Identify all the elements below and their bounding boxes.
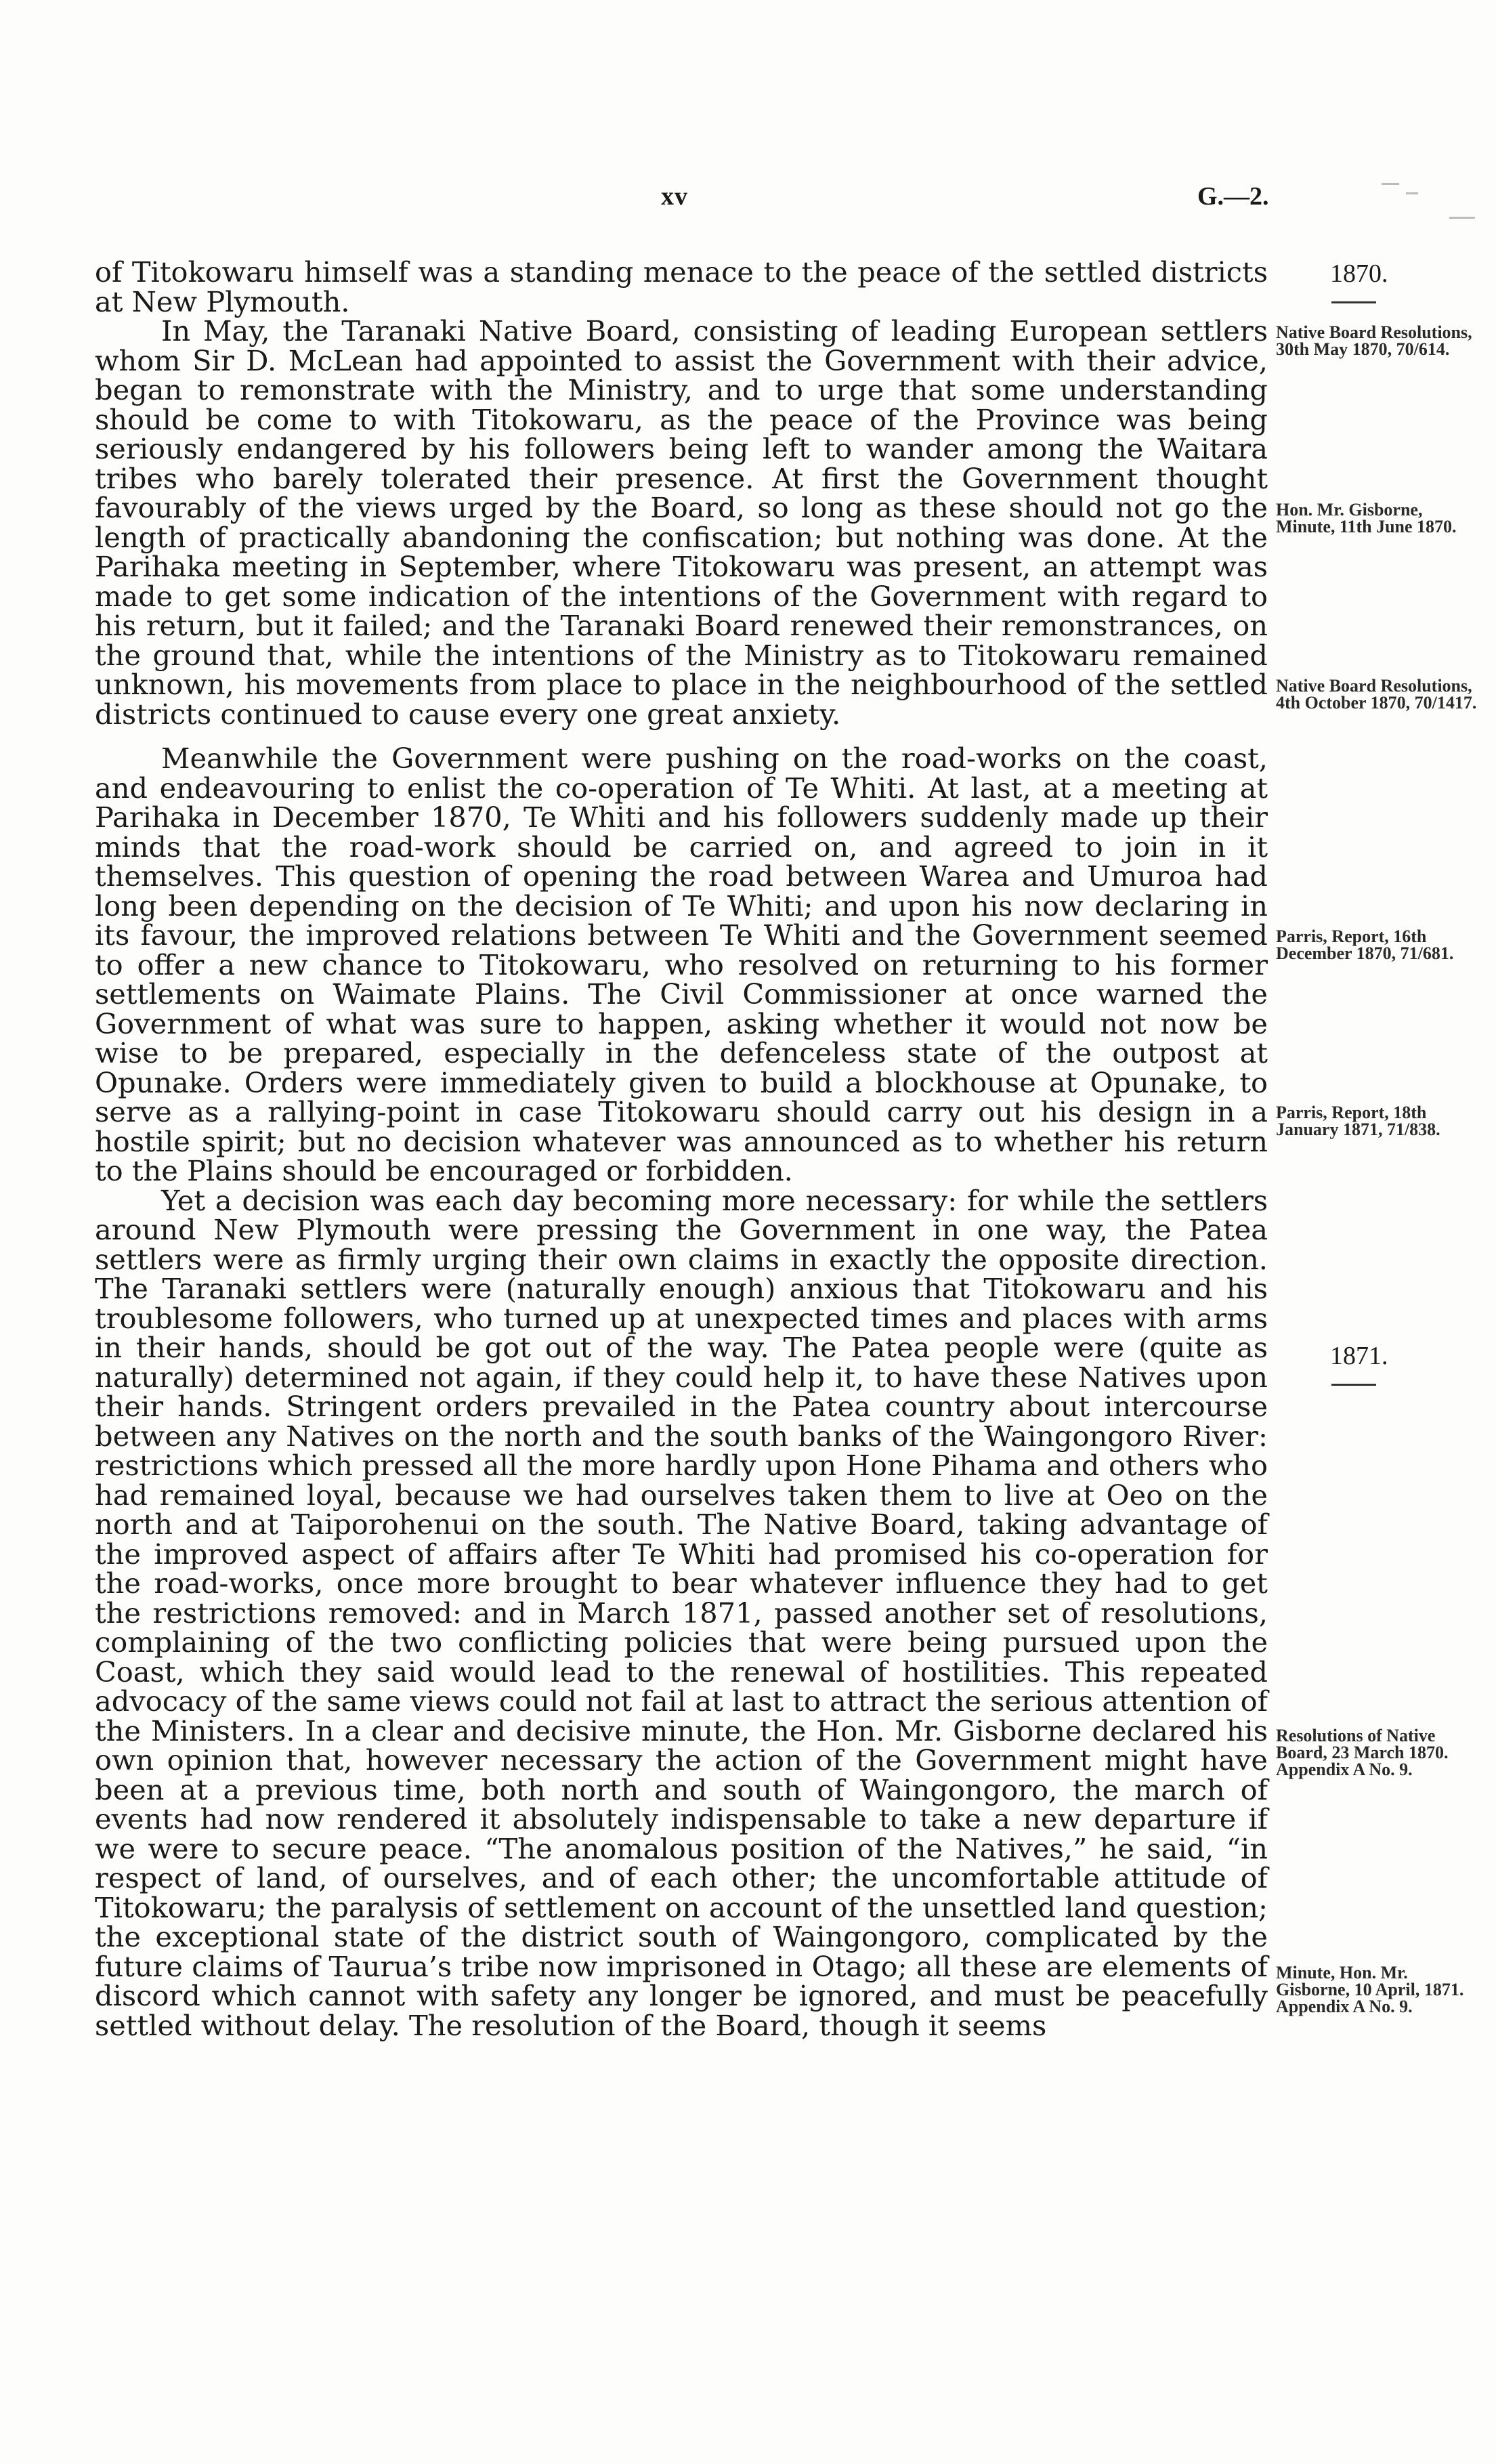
margin-note-native-board-october: Native Board Resolutions, 4th October 1870, 70/1417.: [1276, 676, 1477, 713]
margin-note-native-board-march: Resolutions of Native Board, 23 March 1870. Appendix A No. 9.: [1276, 1726, 1449, 1779]
margin-year-rule: [1331, 1384, 1376, 1386]
margin-note-native-board-may: Native Board Resolutions, 30th May 1870, 70/614.: [1276, 322, 1472, 359]
page-number: xv: [661, 182, 688, 211]
paragraph-decision: Yet a decision was each day becoming more necessary: for while the settlers around New Plymouth were pressing the Government in one way, the Patea settlers were as firmly urging their own claims in exactly the opposite direction. The Taranaki settlers were (naturally enough) anxious that Titokowaru and his troublesome followers, who turned up at unexpected times and places with arms in their hands, should be got out of the way. The Patea people were (quite as naturally) determined not again, if they could help it, to have these Natives upon their hands. Stringent orders prevailed in the Patea country about intercourse between any Natives on the north and the south banks of the Waingongoro River: restrictions which pressed all the more hardly upon Hone Pihama and others who had remained loyal, because we had ourselves taken them to live at Oeo on the north and at Taiporohenui on the south. The Native Board, taking advantage of the improved aspect of affairs after Te Whiti had promised his co-operation for the road-works, once more brought to bear whatever influence they had to get the restrictions removed: and in March 1871, passed another set of resolutions, complaining of the two conflicting policies that were being pursued upon the Coast, which they said would lead to the renewal of hostilities. This repeated advocacy of the same views could not fail at last to attract the serious attention of the Ministers. In a clear and decisive minute, the Hon. Mr. Gisborne declared his own opinion that, however necessary the action of the Government might have been at a previous time, both north and south of Waingongoro, the march of events had now rendered it absolutely indispensable to take a new departure if we were to secure peace. “The anomalous position of the Natives,” he said, “in respect of land, of ourselves, and of each other; the uncomfortable attitude of Titokowaru; the paralysis of settlement on account of the unsettled land question; the exceptional state of the district south of Waingongoro, complicated by the future claims of Taurua’s tribe now imprisoned in Otago; all these are elements of discord which cannot with safety any longer be ignored, and must be peacefully settled without delay. The resolution of the Board, though it seems: [95, 1183, 1268, 2042]
paragraph-continuation: of Titokowaru himself was a standing menace to the peace of the settled districts at New Plymouth.: [95, 255, 1268, 318]
page-header: [0, 182, 1496, 222]
margin-year-rule: [1331, 301, 1376, 303]
margin-note-parris-december: Parris, Report, 16th December 1870, 71/681.: [1276, 927, 1454, 963]
margin-year-1871: 1871.: [1330, 1342, 1388, 1370]
margin-year-1870: 1870.: [1330, 259, 1388, 288]
paragraph-native-board: In May, the Taranaki Native Board, consisting of leading European settlers whom Sir D. McLean had appointed to assist the Government with their advice, began to remonstrate with the Ministry, and to urge that some understanding should be come to with Titokowaru, as the peace of the Province was being seriously endangered by his followers being left to wander among the Waitara tribes who barely tolerated their presence. At first the Government thought favourably of the views urged by the Board, so long as these should not go the length of practically abandoning the confiscation; but nothing was done. At the Parihaka meeting in September, where Titokowaru was present, an attempt was made to get some indication of the intentions of the Government with regard to his return, but it failed; and the Taranaki Board renewed their remonstrances, on the ground that, while the intentions of the Ministry as to Titokowaru remained unknown, his movements from place to place in the neighbourhood of the settled districts continued to cause every one great anxiety.: [95, 314, 1268, 731]
margin-notes-column: [1276, 0, 1496, 2464]
margin-note-gisborne-june: Hon. Mr. Gisborne, Minute, 11th June 1870.: [1276, 500, 1457, 536]
margin-note-parris-january: Parris, Report, 18th January 1871, 71/838.: [1276, 1103, 1440, 1139]
main-text-column: [95, 257, 1268, 2040]
document-code: G.—2.: [1197, 182, 1269, 211]
margin-note-gisborne-april: Minute, Hon. Mr. Gisborne, 10 April, 1871. Appendix A No. 9.: [1276, 1963, 1464, 2016]
paragraph-road-works: Meanwhile the Government were pushing on the road-works on the coast, and endeavouring to enlist the co-operation of Te Whiti. At last, at a meeting at Parihaka in December 1870, Te Whiti and his followers suddenly made up their minds that the road-work should be carried on, and agreed to join in it themselves. This question of opening the road between Warea and Umuroa had long been depending on the decision of Te Whiti; and upon his now declaring in its favour, the improved relations between Te Whiti and the Government seemed to offer a new chance to Titokowaru, who resolved on returning to his former settlements on Waimate Plains. The Civil Commissioner at once warned the Government of what was sure to happen, asking whether it would not now be wise to be prepared, especially in the defenceless state of the outpost at Opunake. Orders were immediately given to build a blockhouse at Opunake, to serve as a rallying-point in case Titokowaru should carry out his design in a hostile spirit; but no decision whatever was announced as to whether his return to the Plains should be encouraged or forbidden.: [95, 742, 1268, 1187]
